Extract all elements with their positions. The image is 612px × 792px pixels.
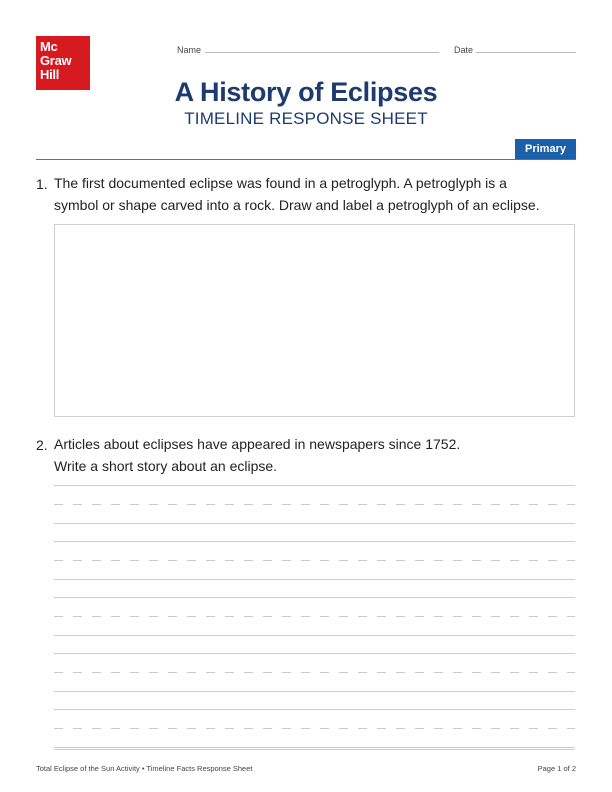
question-1-text	[54, 172, 576, 216]
question-1-line-2: symbol or shape carved into a rock. Draw and label a petroglyph of an eclipse.	[54, 197, 540, 213]
name-field[interactable]	[205, 52, 439, 53]
logo-line-3: Hill	[40, 67, 60, 82]
logo-line-1: Mc	[40, 39, 58, 54]
page-subtitle: TIMELINE RESPONSE SHEET	[184, 109, 428, 128]
date-label: Date	[454, 45, 474, 55]
header-divider	[36, 159, 576, 160]
question-2-line-1: Articles about eclipses have appeared in newspapers since 1752.	[54, 436, 461, 452]
petroglyph-drawing-area[interactable]	[54, 224, 575, 417]
footer-activity-name: Total Eclipse of the Sun Activity • Timeline Facts Response Sheet	[36, 764, 253, 773]
question-1-number: 1.	[36, 176, 48, 192]
logo-line-2: Graw	[40, 53, 72, 68]
question-2-text	[54, 433, 576, 477]
date-field[interactable]	[476, 52, 576, 53]
page-title: A History of Eclipses	[174, 77, 438, 107]
name-label: Name	[177, 45, 202, 55]
story-writing-area[interactable]	[54, 485, 575, 755]
level-badge: Primary	[515, 139, 576, 159]
question-2-line-2: Write a short story about an eclipse.	[54, 458, 278, 474]
footer-page-number: Page 1 of 2	[537, 764, 576, 773]
question-2-number: 2.	[36, 437, 48, 453]
question-1-line-1: The first documented eclipse was found in a petroglyph. A petroglyph is a	[54, 175, 507, 191]
